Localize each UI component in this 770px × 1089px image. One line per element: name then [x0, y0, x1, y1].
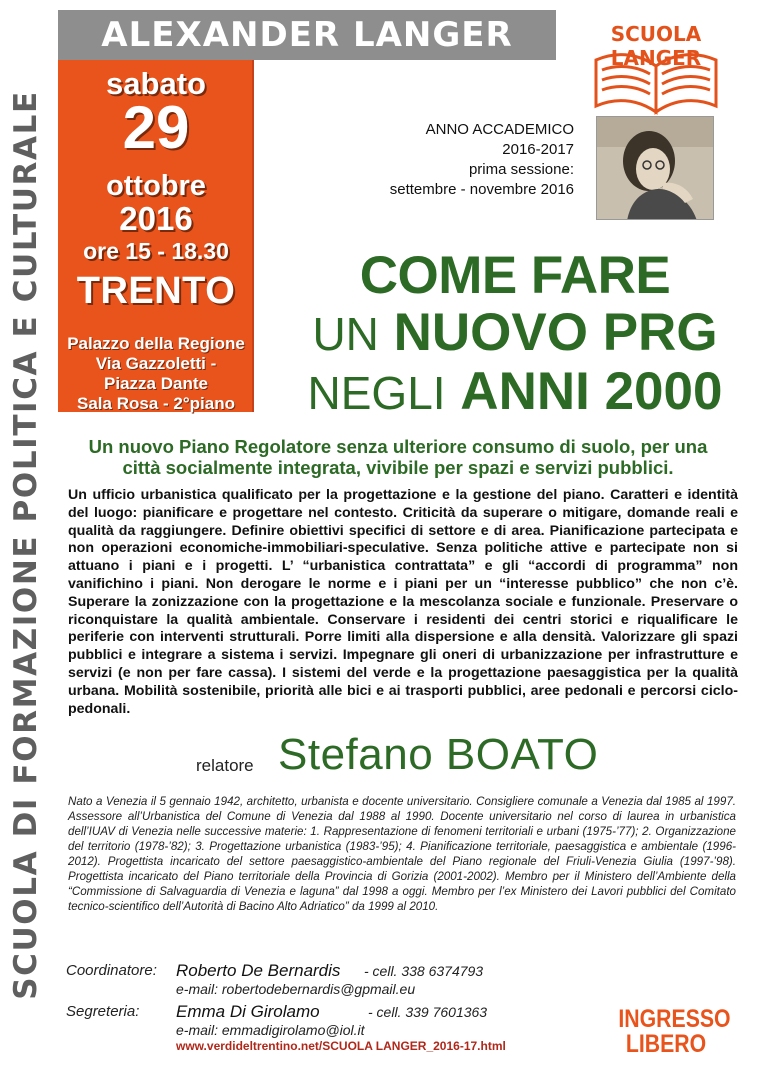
- headline-line-2-bold: NUOVO PRG: [393, 303, 718, 362]
- event-day: sabato: [106, 66, 206, 101]
- subtitle: Un nuovo Piano Regolatore senza ulteriore consumo di suolo, per una città socialmente integrata, vivibile per spazi e servizi pubblici.: [88, 436, 708, 478]
- academic-line: settembre - novembre 2016: [389, 181, 574, 198]
- main-headline: [280, 248, 750, 422]
- speaker-bio: Nato a Venezia il 5 gennaio 1942, architetto, urbanista e docente universitario. Consigliere comunale a Venezia dal 1985 al 1997. Assessore all’Urbanistica del Comune di Venezia dal 1988 al 1990. Docente universitario nel corso di laurea in urbanistica dell’IUAV di Venezia nelle successive materie: 1. Rappresentazione di fenomeni territoriali e urbani (1975-’77); 2. Organizzazione del territorio (1978-’82); 3. Progettazione urbanistica (1983-’95); 4. Pianificazione territoriale, paesaggistica e ambientale (1996-2012). Progettista incaricato del settore paesaggistico-ambientale del Piano regionale del Friuli-Venezia Giulia (1997-’98). Progettista incaricato del Piano territoriale della Provincia di Gorizia (2001-2002). Membro per il Ministero dell’Ambiente della “Commissione di Salvaguardia di Venezia e laguna” dal 1998 a oggi. Membro per l’ex Ministero dei Lavori pubblici del Comitato tecnico-scientifico dell’Autorità di Bacino Alto Adriatico” da 1999 al 2010.: [68, 795, 736, 913]
- headline-line-3: [280, 363, 750, 422]
- academic-line: ANNO ACCADEMICO: [425, 121, 574, 138]
- academic-line: prima sessione:: [468, 161, 574, 178]
- secretary-name: Emma Di Girolamo: [176, 1002, 320, 1021]
- free-entry-line-1: INGRESSO: [618, 1005, 731, 1033]
- headline-line-2: [280, 304, 750, 363]
- scuola-langer-logo: [566, 22, 746, 122]
- vertical-school-title-text: SCUOLA DI FORMAZIONE POLITICA E CULTURALE: [8, 89, 44, 1000]
- vertical-school-title: [4, 0, 48, 1089]
- coordinator-email-row: [66, 981, 606, 1000]
- header-title: ALEXANDER LANGER: [58, 10, 556, 60]
- event-city: TRENTO: [76, 270, 236, 312]
- venue-line: Palazzo della Regione: [67, 334, 245, 353]
- academic-line: 2016-2017: [502, 141, 574, 158]
- venue-line: Piazza Dante: [104, 374, 208, 393]
- contacts-block: [66, 962, 606, 1041]
- coordinator-email[interactable]: e-mail: robertodebernardis@gpmail.eu: [176, 981, 416, 997]
- headline-line-3-bold: ANNI 2000: [460, 362, 723, 421]
- venue-line: Sala Rosa - 2°piano: [77, 394, 235, 413]
- event-year: 2016: [119, 200, 193, 237]
- open-book-icon: [586, 40, 726, 120]
- headline-line-3-thin: NEGLI: [307, 367, 446, 419]
- headline-line-1: COME FARE: [359, 246, 671, 305]
- speaker-label: relatore: [196, 756, 254, 775]
- event-venue: [58, 334, 254, 414]
- portrait-photo: [596, 116, 714, 220]
- headline-line-2-thin: UN: [312, 308, 379, 360]
- free-entry-badge: [618, 1005, 731, 1058]
- speaker-name: Stefano BOATO: [278, 730, 599, 779]
- free-entry-line-2: LIBERO: [625, 1030, 707, 1058]
- event-date-number: 29: [122, 94, 190, 161]
- academic-year-block: [300, 120, 574, 200]
- coordinator-label: Coordinatore:: [66, 962, 157, 979]
- portrait-image: [597, 117, 714, 220]
- description-body: Un ufficio urbanistica qualificato per la progettazione e la gestione del piano. Caratteri e identità del luogo: pianificare e progettare nel contesto. Criticità da superare o mitigare, domande reali e qualità da raggiungere. Definire obiettivi specifici di settore e di area. Pianificazione partecipata e non operazioni economiche-immobiliari-speculative. Senza politiche attive e partecipate non si attuano i piani e i progetti. L’ “urbanistica contrattata” e gli “accordi di programma” non vanifichino i piani. Non derogare le norme e i piani per un “interesse pubblico” che non c’è. Superare la zonizzazione con la progettazione e la mescolanza sociale e funzionale. Preservare o riconquistare la qualità ambientale. Conservare i residenti dei centri storici e riqualificare le periferie con interventi strutturali. Porre limiti alla dispersione e alla densità. Valorizzare gli spazi pubblici e integrare a sistema i servizi. Impegnare gli oneri di urbanizzazione per infrastrutture e servizi (e non per fare cassa). I sistemi del verde e la progettazione paesaggistica per la qualità urbana. Mobilità sostenibile, priorità alle bici e ai trasporti pubblici, aree pedonali e percorsi ciclo-pedonali.: [68, 487, 738, 717]
- secretary-email[interactable]: e-mail: emmadigirolamo@iol.it: [176, 1022, 365, 1038]
- coordinator-phone: - cell. 338 6374793: [364, 963, 484, 979]
- secretary-row: [66, 1003, 606, 1022]
- event-time: ore 15 - 18.30: [83, 238, 229, 264]
- coordinator-name: Roberto De Bernardis: [176, 961, 341, 980]
- venue-line: Via Gazzoletti -: [95, 354, 217, 373]
- event-date-box: [58, 60, 254, 412]
- secretary-phone: - cell. 339 7601363: [368, 1004, 488, 1020]
- secretary-label: Segreteria:: [66, 1003, 140, 1020]
- coordinator-row: [66, 962, 606, 981]
- logo-text: SCUOLA LANGER: [610, 22, 702, 70]
- event-month: ottobre: [106, 170, 206, 202]
- website-link[interactable]: www.verdideltrentino.net/SCUOLA LANGER_2016-17.html: [176, 1039, 506, 1053]
